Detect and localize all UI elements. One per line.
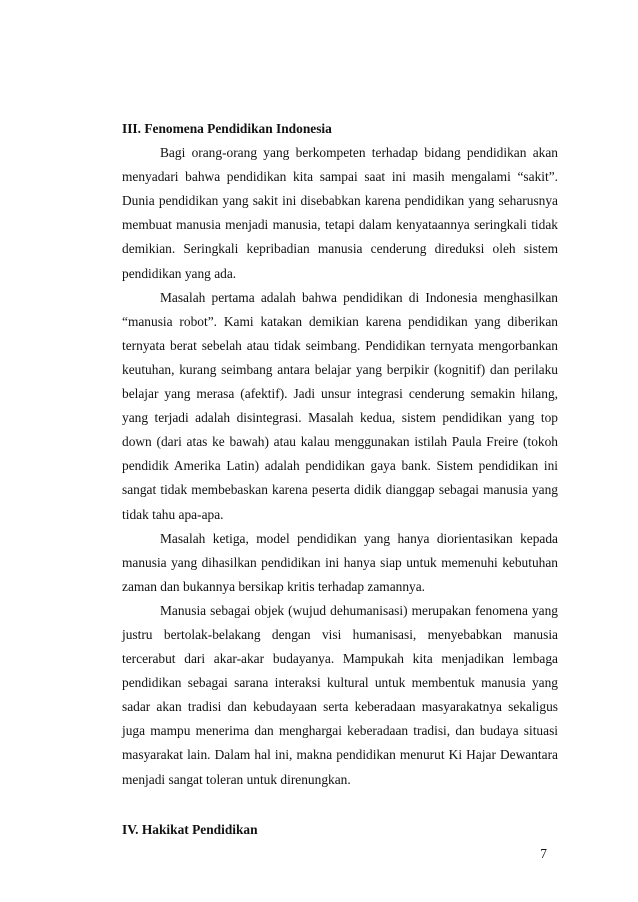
page-content [122,117,558,842]
paragraph-2: Masalah pertama adalah bahwa pendidikan di Indonesia menghasilkan “manusia robot”. Kami katakan demikian karena pendidikan yang diberikan ternyata berat sebelah atau tidak seimbang. Pendidikan ternyata mengorbankan keutuhan, kurang seimbang antara belajar yang berpikir (kognitif) dan perilaku belajar yang merasa (afektif). Jadi unsur integrasi cenderung semakin hilang, yang terjadi adalah disintegrasi. Masalah kedua, sistem pendidikan yang top down (dari atas ke bawah) atau kalau menggunakan istilah Paula Freire (tokoh pendidik Amerika Latin) adalah pendidikan gaya bank. Sistem pendidikan ini sangat tidak membebaskan karena peserta didik dianggap sebagai manusia yang tidak tahu apa-apa. [122,289,558,522]
paragraph-3: Masalah ketiga, model pendidikan yang hanya diorientasikan kepada manusia yang dihasilkan pendidikan ini hanya siap untuk memenuhi kebutuhan zaman dan bukannya bersikap kritis terhadap zamannya. [122,530,558,594]
paragraph-4: Manusia sebagai objek (wujud dehumanisasi) merupakan fenomena yang justru bertolak-belakang dengan visi humanisasi, menyebabkan manusia tercerabut dari akar-akar budayanya. Mampukah kita menjadikan lembaga pendidikan sebagai sarana interaksi kultural untuk membentuk manusia yang sadar akan tradisi dan kebudayaan serta keberadaan masyarakatnya sekaligus juga mampu menerima dan menghargai keberadaan tradisi, dan budaya situasi masyarakat lain. Dalam hal ini, makna pendidikan menurut Ki Hajar Dewantara menjadi sangat toleran untuk direnungkan. [122,602,558,787]
page-number: 7 [540,846,547,861]
section-spacer [122,792,558,818]
section-3-heading: III. Fenomena Pendidikan Indonesia [122,121,332,136]
paragraph-1: Bagi orang-orang yang berkompeten terhadap bidang pendidikan akan menyadari bahwa pendidikan kita sampai saat ini masih mengalami “sakit”. Dunia pendidikan yang sakit ini disebabkan karena pendidikan yang seharusnya membuat manusia menjadi manusia, tetapi dalam kenyataannya seringkali tidak demikian. Seringkali kepribadian manusia cenderung direduksi oleh sistem pendidikan yang ada. [122,145,558,281]
section-4-heading: IV. Hakikat Pendidikan [122,821,258,837]
